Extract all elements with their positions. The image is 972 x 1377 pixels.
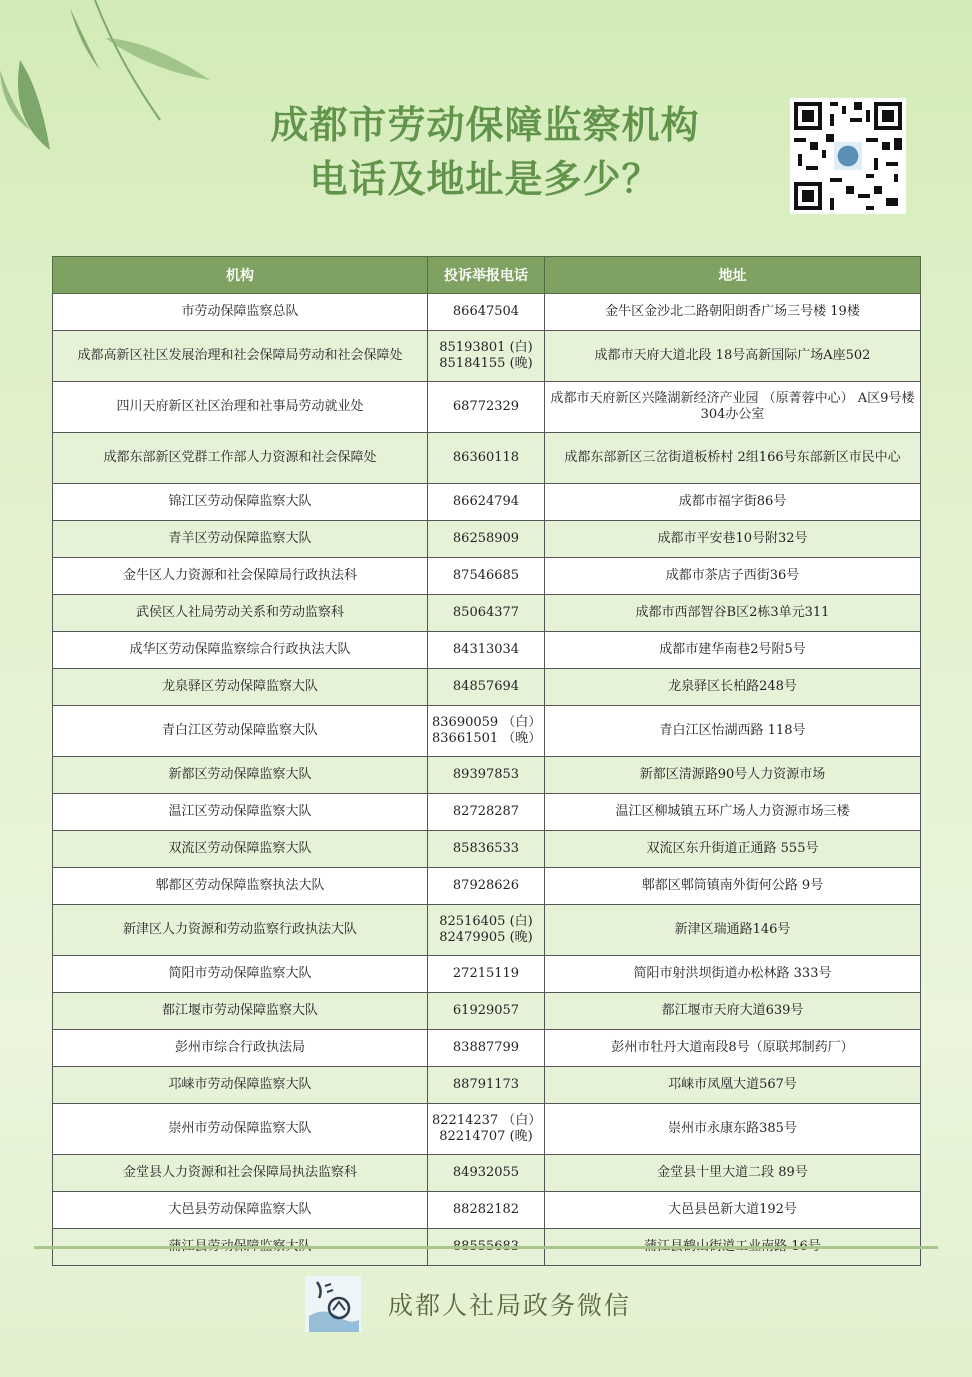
phone-number: 86258909 (452, 531, 520, 546)
cell-phone (428, 294, 545, 331)
cell-phone (428, 868, 545, 905)
cell-phone (428, 1192, 545, 1229)
cell-address: 成都市茶店子西街36号 (545, 558, 921, 595)
bamboo-leaf-decoration (0, 0, 230, 180)
table-row (53, 433, 921, 484)
table-body (53, 294, 921, 1266)
cell-phone (428, 1104, 545, 1155)
cell-org: 四川天府新区社区治理和社事局劳动就业处 (53, 382, 428, 433)
table-row (53, 1067, 921, 1104)
phone-number: 82214237 （白） (432, 1113, 542, 1128)
cell-address: 温江区柳城镇五环广场人力资源市场三楼 (545, 794, 921, 831)
table-row (53, 1030, 921, 1067)
table-row (53, 757, 921, 794)
phone-number: 88282182 (452, 1202, 520, 1217)
cell-phone (428, 595, 545, 632)
table-row (53, 558, 921, 595)
cell-org: 郫都区劳动保障监察执法大队 (53, 868, 428, 905)
cell-phone (428, 1155, 545, 1192)
phone-number: 83690059 （白） (432, 715, 542, 730)
table-row (53, 831, 921, 868)
table-row (53, 294, 921, 331)
cell-address: 简阳市射洪坝街道办松林路 333号 (545, 956, 921, 993)
cell-org: 金牛区人力资源和社会保障局行政执法科 (53, 558, 428, 595)
phone-number: 85064377 (452, 605, 520, 620)
table-header-row (53, 257, 921, 294)
table-row (53, 993, 921, 1030)
header-phone: 投诉举报电话 (428, 257, 545, 294)
title-line-2: 电话及地址是多少？ (309, 157, 661, 201)
phone-number: 27215119 (452, 966, 520, 981)
phone-number: 89397853 (452, 767, 520, 782)
phone-number: 84313034 (452, 642, 520, 657)
cell-address: 新都区清源路90号人力资源市场 (545, 757, 921, 794)
phone-number: 85193801 (白) (439, 340, 533, 355)
table-row (53, 382, 921, 433)
cell-org: 成都高新区社区发展治理和社会保障局劳动和社会保障处 (53, 331, 428, 382)
cell-org: 简阳市劳动保障监察大队 (53, 956, 428, 993)
cell-org: 市劳动保障监察总队 (53, 294, 428, 331)
cell-address: 成都市天府新区兴隆湖新经济产业园 （原菁蓉中心） A区9号楼304办公室 (545, 382, 921, 433)
cell-phone (428, 757, 545, 794)
cell-org: 邛崃市劳动保障监察大队 (53, 1067, 428, 1104)
footer-divider (34, 1246, 938, 1249)
cell-phone (428, 1030, 545, 1067)
cell-address: 金牛区金沙北二路朝阳朗香广场三号楼 19楼 (545, 294, 921, 331)
table-row (53, 595, 921, 632)
phone-number: 84932055 (452, 1165, 520, 1180)
cell-address: 都江堰市天府大道639号 (545, 993, 921, 1030)
cell-org: 锦江区劳动保障监察大队 (53, 484, 428, 521)
cell-address: 彭州市牡丹大道南段8号（原联邦制药厂） (545, 1030, 921, 1067)
table-row (53, 905, 921, 956)
cell-address: 崇州市永康东路385号 (545, 1104, 921, 1155)
cell-phone (428, 521, 545, 558)
cell-phone (428, 558, 545, 595)
table-row (53, 521, 921, 558)
phone-number: 86647504 (452, 304, 520, 319)
cell-org: 新津区人力资源和劳动监察行政执法大队 (53, 905, 428, 956)
cell-org: 双流区劳动保障监察大队 (53, 831, 428, 868)
phone-number: 83661501 （晚） (432, 731, 542, 746)
table-row (53, 1155, 921, 1192)
cell-address: 成都市建华南巷2号附5号 (545, 632, 921, 669)
phone-number: 83887799 (452, 1040, 520, 1055)
table-row (53, 331, 921, 382)
cell-phone (428, 669, 545, 706)
cell-org: 成都东部新区党群工作部人力资源和社会保障处 (53, 433, 428, 484)
cell-phone (428, 382, 545, 433)
cell-address: 邛崃市凤凰大道567号 (545, 1067, 921, 1104)
cell-phone (428, 905, 545, 956)
cell-phone (428, 956, 545, 993)
qr-code-icon (790, 98, 906, 214)
phone-number: 85836533 (452, 841, 520, 856)
phone-number: 85184155 (晚) (439, 356, 533, 371)
cell-org: 成华区劳动保障监察综合行政执法大队 (53, 632, 428, 669)
cell-address: 成都东部新区三岔街道板桥村 2组166号东部新区市民中心 (545, 433, 921, 484)
table-row (53, 632, 921, 669)
phone-number: 82728287 (452, 804, 520, 819)
table-row (53, 484, 921, 521)
cell-phone (428, 794, 545, 831)
cell-org: 温江区劳动保障监察大队 (53, 794, 428, 831)
cell-phone (428, 706, 545, 757)
cell-phone (428, 1067, 545, 1104)
cell-org: 武侯区人社局劳动关系和劳动监察科 (53, 595, 428, 632)
phone-number: 86624794 (452, 494, 520, 509)
cell-org: 都江堰市劳动保障监察大队 (53, 993, 428, 1030)
cell-org: 大邑县劳动保障监察大队 (53, 1192, 428, 1229)
chengdu-hrss-logo (305, 1276, 361, 1332)
phone-number: 84857694 (452, 679, 520, 694)
phone-number: 87928626 (452, 878, 520, 893)
cell-phone (428, 831, 545, 868)
table-row (53, 956, 921, 993)
cell-address: 双流区东升街道正通路 555号 (545, 831, 921, 868)
cell-phone (428, 484, 545, 521)
cell-address: 金堂县十里大道二段 89号 (545, 1155, 921, 1192)
phone-number: 82516405 (白) (439, 914, 533, 929)
cell-address: 郫都区郫筒镇南外街何公路 9号 (545, 868, 921, 905)
cell-phone (428, 433, 545, 484)
title-line-1: 成都市劳动保障监察机构 (270, 103, 700, 147)
footer-account-name: 成都人社局政务微信 (388, 1291, 632, 1320)
cell-org: 龙泉驿区劳动保障监察大队 (53, 669, 428, 706)
phone-number: 88791173 (452, 1077, 520, 1092)
header-org: 机构 (53, 257, 428, 294)
cell-org: 新都区劳动保障监察大队 (53, 757, 428, 794)
table-row (53, 794, 921, 831)
phone-number: 86360118 (452, 450, 520, 465)
cell-org: 青羊区劳动保障监察大队 (53, 521, 428, 558)
phone-number: 87546685 (452, 568, 520, 583)
cell-org: 崇州市劳动保障监察大队 (53, 1104, 428, 1155)
cell-org: 金堂县人力资源和社会保障局执法监察科 (53, 1155, 428, 1192)
cell-address: 成都市福字街86号 (545, 484, 921, 521)
cell-phone (428, 993, 545, 1030)
agency-table (52, 256, 920, 1266)
cell-address: 成都市西部智谷B区2栋3单元311 (545, 595, 921, 632)
table-row (53, 1104, 921, 1155)
cell-address: 青白江区怡湖西路 118号 (545, 706, 921, 757)
cell-phone (428, 331, 545, 382)
cell-address: 新津区瑞通路146号 (545, 905, 921, 956)
phone-number: 82479905 (晚) (439, 930, 533, 945)
phone-number: 68772329 (452, 399, 520, 414)
cell-org: 彭州市综合行政执法局 (53, 1030, 428, 1067)
cell-address: 大邑县邑新大道192号 (545, 1192, 921, 1229)
table-row (53, 669, 921, 706)
cell-address: 成都市平安巷10号附32号 (545, 521, 921, 558)
table-row (53, 868, 921, 905)
phone-number: 82214707 (晚) (439, 1129, 533, 1144)
phone-number: 61929057 (452, 1003, 520, 1018)
cell-org: 青白江区劳动保障监察大队 (53, 706, 428, 757)
header-address: 地址 (545, 257, 921, 294)
cell-phone (428, 632, 545, 669)
table-row (53, 1192, 921, 1229)
page-title (200, 98, 770, 206)
table-row (53, 706, 921, 757)
cell-address: 龙泉驿区长柏路248号 (545, 669, 921, 706)
cell-address: 成都市天府大道北段 18号高新国际广场A座502 (545, 331, 921, 382)
